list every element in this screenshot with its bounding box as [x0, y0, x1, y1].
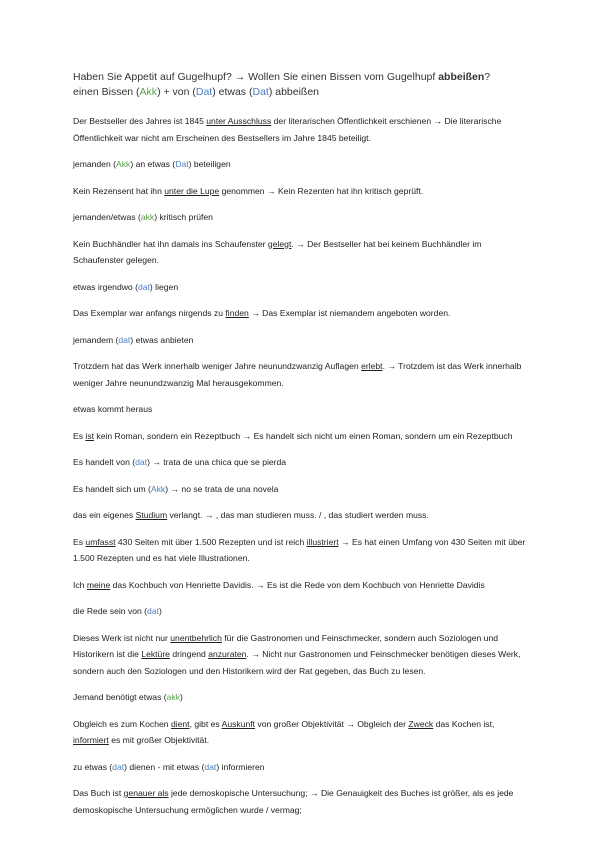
underlined-phrase: erlebt — [361, 361, 383, 371]
heading — [73, 70, 528, 100]
paragraph: Kein Rezensent hat ihn unter die Lupe genommen → Kein Rezenten hat ihn kritisch geprüft. — [73, 185, 424, 196]
case-dat: dat — [137, 281, 150, 292]
document-content — [73, 70, 528, 818]
underlined-phrase: ist — [85, 430, 95, 441]
grammar-note: jemanden/etwas (akk) kritisch prüfen — [73, 212, 213, 222]
underlined-phrase: Studium — [135, 510, 168, 520]
paragraph: Es umfasst 430 Seiten mit über 1.500 Rezepten und ist reich illustriert → Es hat einen Umfang von 430 Seiten mit über 1.500 Rezepten und es hat viele Illustrationen. — [73, 536, 526, 563]
underlined-phrase: anzuraten — [208, 649, 247, 659]
underlined-phrase: Zweck — [408, 718, 434, 729]
paragraph: Obgleich es zum Kochen dient, gibt es Auskunft von großer Objektivität → Obgleich der Zweck das Kochen ist, informiert es mit großer Objektivität. — [73, 718, 495, 745]
underlined-phrase: unter die Lupe — [164, 185, 220, 196]
case-dat: dat — [112, 761, 125, 772]
case-akk: akk — [140, 212, 155, 222]
heading-line-1: Haben Sie Appetit auf Gugelhupf? → Wollen Sie einen Bissen vom Gugelhupf abbeißen? — [73, 71, 491, 83]
grammar-note: Es handelt sich um (Akk) → no se trata de una novela — [73, 483, 279, 494]
underlined-phrase: unter Ausschluss — [206, 116, 272, 126]
grammar-note: etwas kommt heraus — [73, 404, 153, 414]
grammar-note: jemandem (dat) etwas anbieten — [73, 334, 194, 345]
underlined-phrase: gelegt — [267, 238, 292, 249]
grammar-note: zu etwas (dat) dienen - mit etwas (dat) informieren — [73, 761, 265, 772]
paragraph: Kein Buchhändler hat ihn damals ins Schaufenster gelegt. → Der Bestseller hat bei keinem Buchhändler im Schaufenster gelegen. — [73, 238, 482, 265]
paragraph: Das Exemplar war anfangs nirgends zu finden → Das Exemplar ist niemandem angeboten worden. — [73, 308, 451, 318]
paragraph: Der Bestseller des Jahres ist 1845 unter Ausschluss der literarischen Öffentlichkeit erschienen → Die literarische Öffentlichkeit war nicht am Erscheinen des Bestsellers im Jahre 1845 beteiligt. — [73, 116, 502, 143]
grammar-note: etwas irgendwo (dat) liegen — [73, 281, 179, 292]
paragraph: Ich meine das Kochbuch von Henriette Davidis. → Es ist die Rede von dem Kochbuch von Henriette Davidis — [73, 579, 485, 590]
case-akk: Akk — [150, 483, 166, 494]
case-dat: dat — [147, 606, 159, 616]
bold-word: abbeißen — [438, 71, 485, 83]
case-dat: dat — [204, 761, 217, 772]
case-akk: akk — [166, 692, 181, 702]
case-dat: Dat — [195, 86, 213, 98]
underlined-phrase: meine — [86, 579, 111, 590]
paragraph: Dieses Werk ist nicht nur unentbehrlich für die Gastronomen und Feinschmecker, sondern auch Soziologen und Historikern ist die Lektüre dringend anzuraten. → Nicht nur Gastronomen und Feinschmecker benötigen dieses Werk, sondern auch den Soziologen und den Historikern wird der Rat gegeben, das Buch zu lesen. — [73, 632, 521, 676]
paragraph: Trotzdem hat das Werk innerhalb weniger Jahre neunundzwanzig Auflagen erlebt. → Trotzdem ist das Werk innerhalb weniger Jahre neunundzwanzig Mal herausgekommen. — [73, 361, 522, 388]
underlined-phrase: informiert — [73, 735, 109, 745]
underlined-phrase: illustriert — [306, 536, 339, 547]
paragraph: Es ist kein Roman, sondern ein Rezeptbuch → Es handelt sich nicht um einen Roman, sondern um ein Rezeptbuch — [73, 430, 513, 441]
case-dat: Dat — [175, 159, 189, 169]
underlined-phrase: umfasst — [85, 536, 116, 547]
paragraph: Das Buch ist genauer als jede demoskopische Untersuchung; → Die Genauigkeit des Buches ist größer, als es jede demoskopische Untersuchung ermöglichen wurde / vermag; — [73, 788, 514, 815]
underlined-phrase: dient — [170, 718, 190, 729]
case-akk: Akk — [139, 86, 158, 98]
case-dat: dat — [135, 457, 148, 467]
case-akk: Akk — [116, 159, 131, 169]
underlined-phrase: genauer als — [123, 788, 169, 798]
grammar-note: Jemand benötigt etwas (akk) — [73, 692, 183, 702]
underlined-phrase: finden — [225, 308, 249, 318]
paragraph: das ein eigenes Studium verlangt. → , das man studieren muss. / , das studiert werden muss. — [73, 510, 429, 520]
underlined-phrase: Lektüre — [141, 649, 170, 659]
underlined-phrase: unentbehrlich — [170, 632, 222, 643]
case-dat: Dat — [252, 86, 269, 98]
grammar-note: die Rede sein von (dat) — [73, 606, 162, 616]
underlined-phrase: Auskunft — [221, 718, 256, 729]
grammar-note: jemanden (Akk) an etwas (Dat) beteiligen — [73, 159, 231, 169]
case-dat: dat — [118, 334, 131, 345]
heading-line-2: einen Bissen (Akk) + von (Dat) etwas (Dat) abbeißen — [73, 86, 320, 98]
grammar-note: Es handelt von (dat) → trata de una chica que se pierda — [73, 457, 287, 467]
